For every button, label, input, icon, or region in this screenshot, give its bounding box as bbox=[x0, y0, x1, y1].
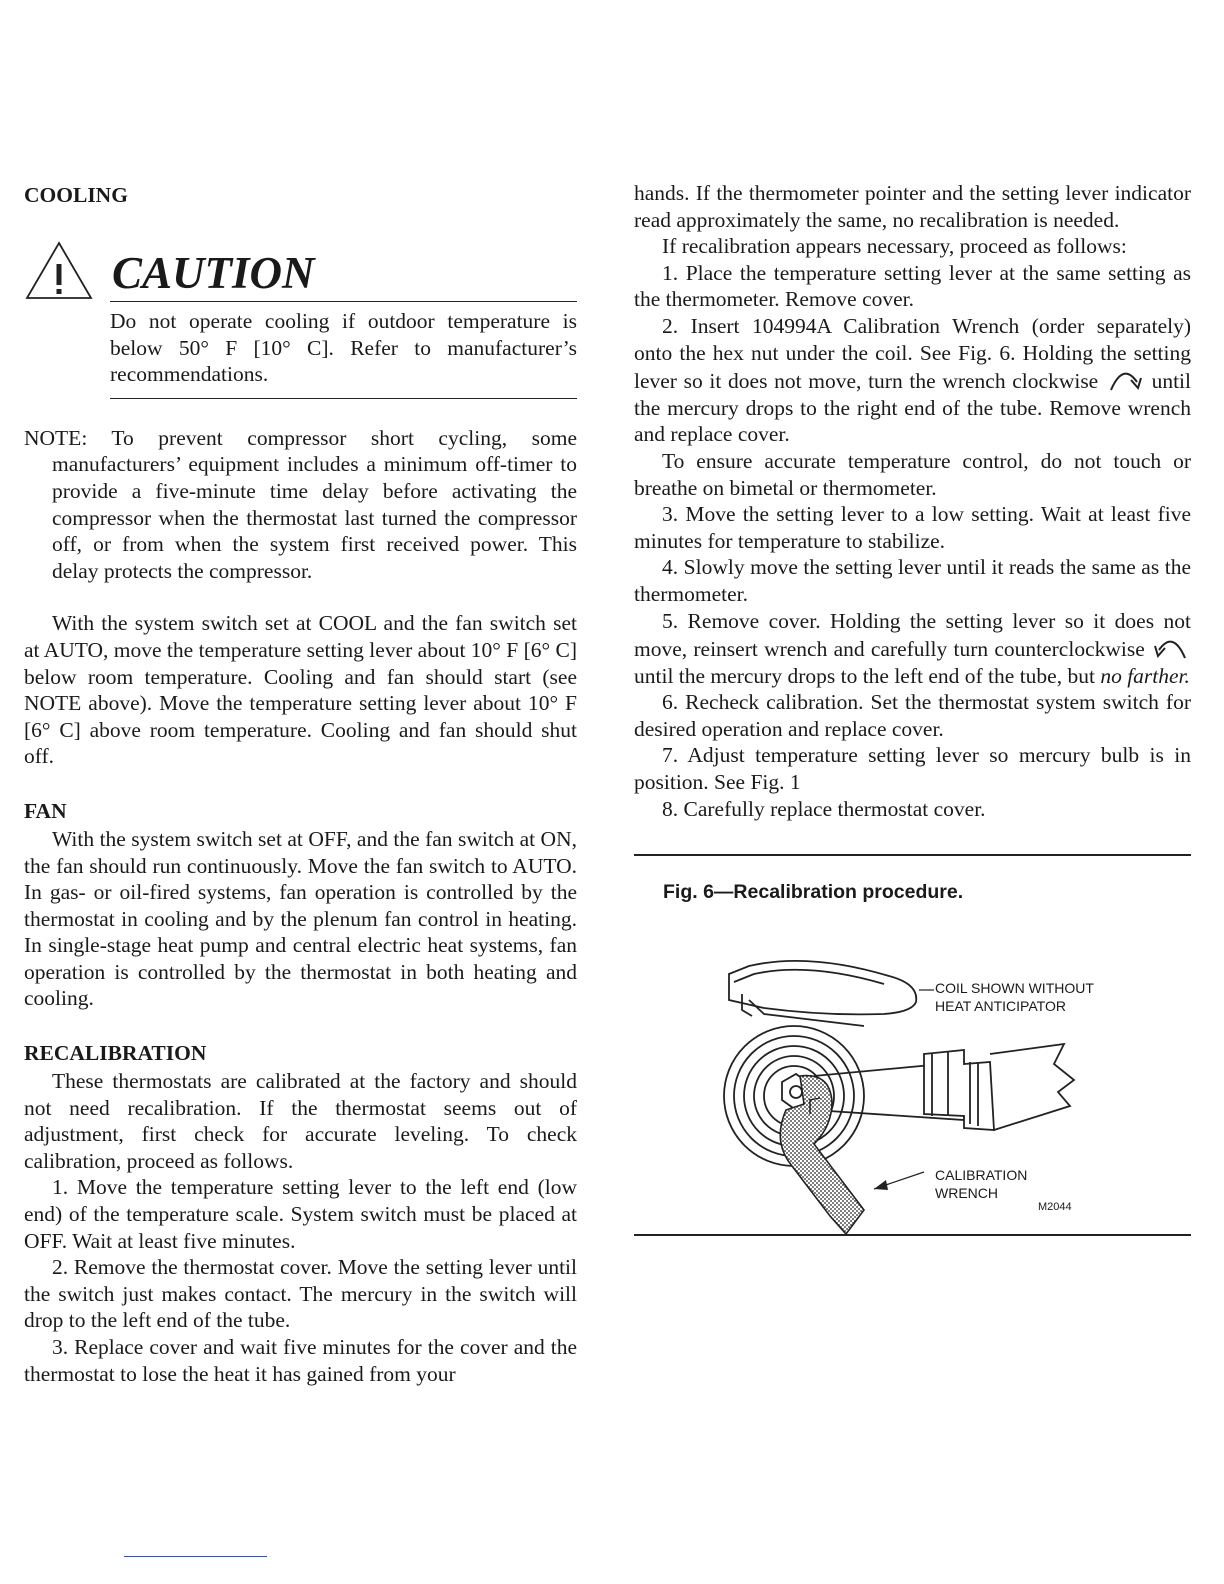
procedure-step-2 bbox=[634, 313, 1191, 448]
cooling-text: With the system switch set at COOL and the fan switch set at AUTO, move the temperature setting lever about 10° F [6° C] below room temperature. Cooling and fan should start (see NOTE above). Move the temperature setting lever about 10° F [6° C] above room temperature. Cooling and fan should shut off. bbox=[24, 611, 577, 769]
step-2-text-b: until the mercury drops to the right end of the tube. Remove wrench and replace cover. bbox=[634, 369, 1191, 447]
fan-heading: FAN bbox=[24, 798, 67, 823]
step-2-text-a: 2. Insert 104994A Calibration Wrench (order separately) onto the hex nut under the coil. See Fig. 6. Holding the setting lever so it does not move, turn the wrench clockwise bbox=[634, 313, 1191, 394]
caution-title: CAUTION bbox=[112, 248, 315, 298]
note-text: NOTE: To prevent compressor short cycling, some manufacturers’ equipment includes a minimum off-timer to provide a five-minute time delay before activating the compressor when the thermostat last turned the compressor off, or from when the system first received power. This delay protects the compressor. bbox=[24, 425, 577, 583]
figure-title: Fig. 6—Recalibration procedure. bbox=[663, 881, 964, 904]
figure-code: M2044 bbox=[1038, 1201, 1072, 1214]
coil-label: COIL SHOWN WITHOUT HEAT ANTICIPATOR bbox=[935, 980, 1094, 1015]
recalibration-intro: These thermostats are calibrated at the factory and should not need recalibration. If the thermostat seems out of adjustment, first check for accurate leveling. To check calibration, proceed as follows. bbox=[24, 1069, 577, 1173]
ensure-text: To ensure accurate temperature control, do not touch or breathe on bimetal or thermometer. bbox=[634, 448, 1191, 500]
caution-text: Do not operate cooling if outdoor temperature is below 50° F [10° C]. Refer to manufacturer’s recommendations. bbox=[110, 308, 577, 399]
fan-text: With the system switch set at OFF, and the fan switch at ON, the fan should run continuously. Move the fan switch to AUTO. In gas- or oil-fired systems, fan operation is controlled by the thermostat in cooling and by the plenum fan control in heating. In single-stage heat pump and central electric heat systems, fan operation is controlled by the thermostat in both heating and cooling. bbox=[24, 826, 577, 1011]
step-5-text-a: 5. Remove cover. Holding the setting lever so it does not move, reinsert wrench and carefully turn counterclockwise bbox=[634, 608, 1191, 662]
right-column bbox=[634, 180, 1191, 1236]
step-5-text-b: until the mercury drops to the left end of the tube, but bbox=[634, 663, 1095, 688]
procedure-step-6: 6. Recheck calibration. Set the thermostat system switch for desired operation and replace cover. bbox=[634, 690, 1191, 741]
continued-text: hands. If the thermometer pointer and the setting lever indicator read approximately the same, no recalibration is needed. bbox=[634, 181, 1191, 232]
if-recalibration-text: If recalibration appears necessary, proceed as follows: bbox=[662, 234, 1127, 259]
procedure-step-7: 7. Adjust temperature setting lever so mercury bulb is in position. See Fig. 1 bbox=[634, 743, 1191, 795]
cooling-heading: COOLING bbox=[24, 183, 128, 207]
wrench-label: CALIBRATION WRENCH bbox=[935, 1167, 1028, 1202]
recalibration-step-2: 2. Remove the thermostat cover. Move the setting lever until the switch just makes contact. The mercury in the switch will drop to the left end of the tube. bbox=[24, 1255, 577, 1333]
procedure-step-1: 1. Place the temperature setting lever at the same setting as the thermometer. Remove cover. bbox=[634, 260, 1191, 312]
recalibration-illustration bbox=[634, 904, 1191, 1234]
warning-triangle-icon bbox=[24, 240, 94, 302]
figure-6 bbox=[634, 904, 1191, 1234]
caution-rule bbox=[110, 301, 577, 302]
clockwise-arrow-icon bbox=[1105, 366, 1145, 392]
recalibration-step-3: 3. Replace cover and wait five minutes for the cover and the thermostat to lose the heat it has gained from your bbox=[24, 1335, 577, 1386]
figure-top-rule bbox=[634, 854, 1191, 856]
procedure-step-4: 4. Slowly move the setting lever until it reads the same as the thermometer. bbox=[634, 555, 1191, 606]
counterclockwise-arrow-icon bbox=[1151, 634, 1191, 660]
procedure-step-5 bbox=[634, 608, 1191, 690]
caution-header bbox=[24, 210, 577, 302]
procedure-step-8: 8. Carefully replace thermostat cover. bbox=[662, 796, 986, 821]
left-column bbox=[24, 180, 577, 1387]
recalibration-heading: RECALIBRATION bbox=[24, 1041, 207, 1066]
footer-link-underline bbox=[124, 1556, 267, 1557]
figure-bottom-rule bbox=[634, 1234, 1191, 1236]
recalibration-step-1: 1. Move the temperature setting lever to the left end (low end) of the temperature scale. System switch must be placed at OFF. Wait at least five minutes. bbox=[24, 1175, 577, 1253]
procedure-step-3: 3. Move the setting lever to a low setting. Wait at least five minutes for temperature to stabilize. bbox=[634, 502, 1191, 553]
step-5-emphasis: no farther. bbox=[1100, 663, 1190, 688]
